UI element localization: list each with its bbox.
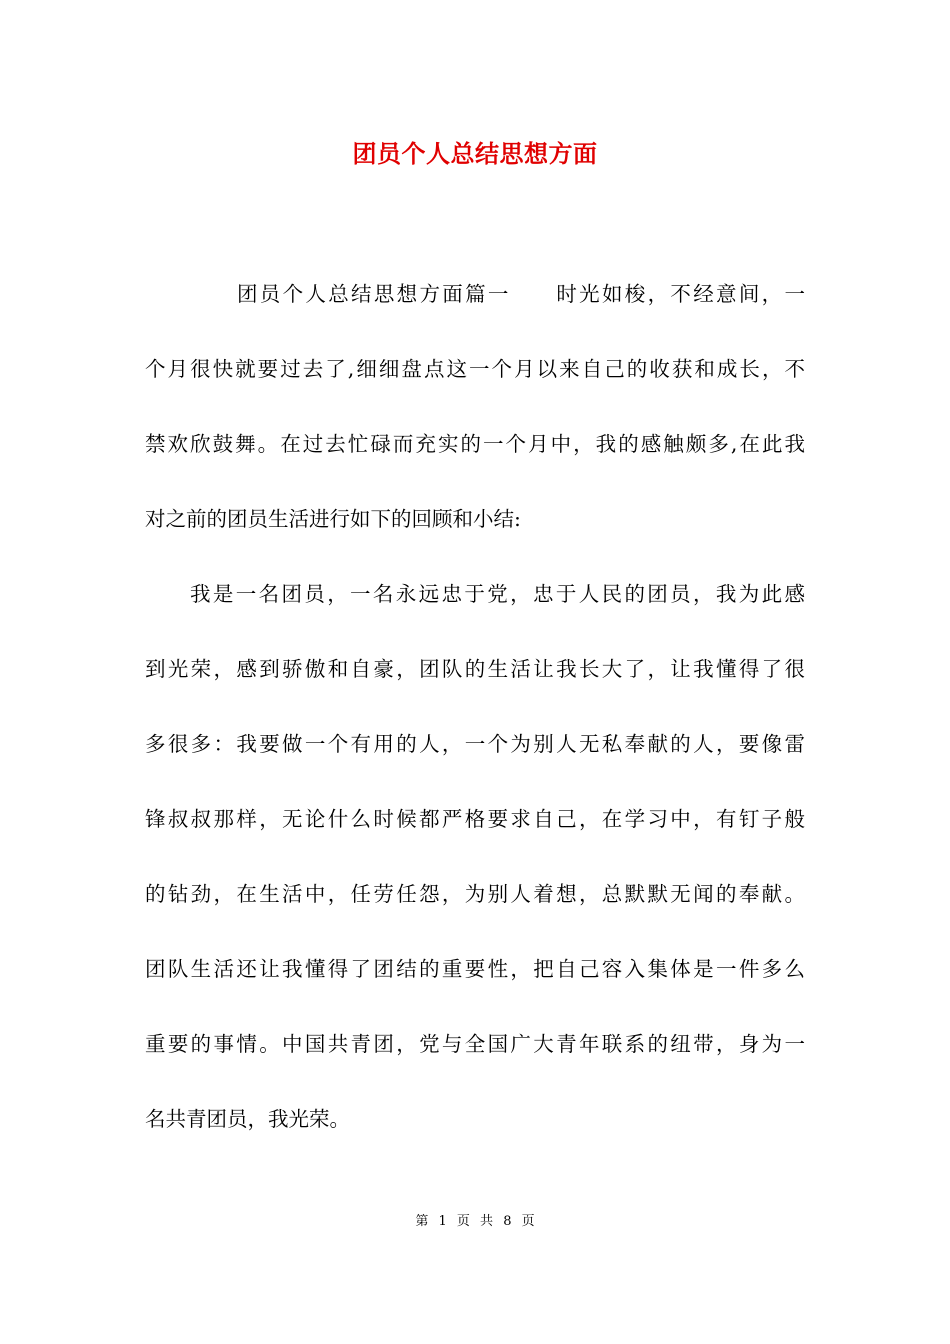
page-title: 团员个人总结思想方面: [352, 139, 598, 168]
body-line: 我是一名团员，一名永远忠于党，忠于人民的团员，我为此感: [190, 582, 805, 606]
body-line: 名共青团员，我光荣。: [145, 1107, 350, 1131]
body-line: 禁欢欣鼓舞。在过去忙碌而充实的一个月中，我的感触颇多,在此我: [145, 432, 805, 456]
body-line: 锋叔叔那样，无论什么时候都严格要求自己，在学习中，有钉子般: [145, 807, 805, 831]
body-line: 对之前的团员生活进行如下的回顾和小结:: [145, 507, 521, 531]
body-line: 的钻劲，在生活中，任劳任怨，为别人着想，总默默无闻的奉献。: [145, 882, 805, 906]
body-line: 重要的事情。中国共青团，党与全国广大青年联系的纽带，身为一: [145, 1032, 805, 1056]
body-line: 多很多：我要做一个有用的人，一个为别人无私奉献的人，要像雷: [145, 732, 805, 756]
body-line: 到光荣，感到骄傲和自豪，团队的生活让我长大了，让我懂得了很: [145, 657, 805, 681]
page-number-footer: 第 1 页 共 8 页: [415, 1214, 535, 1229]
body-line: 团队生活还让我懂得了团结的重要性，把自己容入集体是一件多么: [145, 957, 805, 981]
body-line: 团员个人总结思想方面篇一 时光如梭，不经意间，一: [237, 282, 805, 306]
body-line: 个月很快就要过去了,细细盘点这一个月以来自己的收获和成长，不: [145, 357, 805, 381]
